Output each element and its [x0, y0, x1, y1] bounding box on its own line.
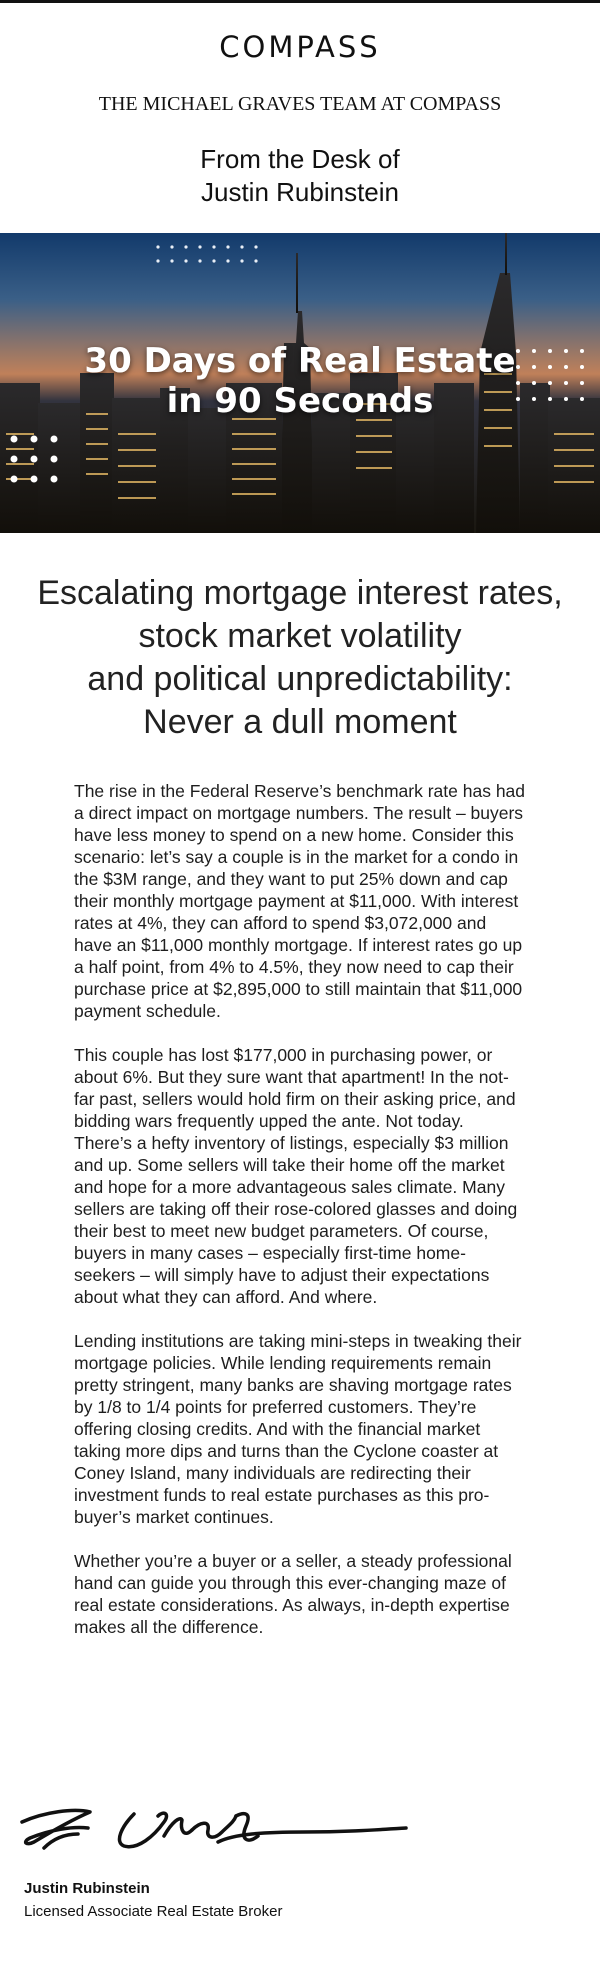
hero-title: [0, 341, 600, 421]
article-body: [74, 780, 526, 1660]
from-desk: [0, 143, 600, 209]
headline-line-4: Never a dull moment: [143, 703, 457, 741]
compass-logo: COMPASS: [219, 30, 381, 64]
team-name: THE MICHAEL GRAVES TEAM AT COMPASS: [98, 93, 502, 115]
top-border: [0, 0, 600, 3]
desk-line-2: Justin Rubinstein: [201, 177, 399, 207]
desk-line-1: From the Desk of: [200, 144, 400, 174]
hero-title-line-1: 30 Days of Real Estate: [84, 341, 516, 381]
headline-line-2: stock market volatility: [138, 617, 462, 655]
article-headline: [10, 572, 590, 744]
signature-name: Justin Rubinstein: [24, 1880, 150, 1897]
paragraph-3: Lending institutions are taking mini-steps in tweaking their mortgage policies. While lending requirements remain pretty stringent, many banks are shaving mortgage rates by 1/8 to 1/4 points for preferred customers. They’re offering closing credits. And with the financial market taking more dips and turns than the Cyclone coaster at Coney Island, many individuals are redirecting their investment funds to real estate purchases as this pro-buyer’s market continues.: [74, 1331, 522, 1527]
headline-line-3: and political unpredictability:: [87, 660, 513, 698]
handwritten-signature: [14, 1786, 414, 1866]
signature-title: Licensed Associate Real Estate Broker: [24, 1903, 283, 1920]
paragraph-1: The rise in the Federal Reserve’s benchmark rate has had a direct impact on mortgage numbers. The result – buyers have less money to spend on a new home. Consider this scenario: let’s say a couple is in the market for a condo in the $3M range, and they want to put 25% down and cap their monthly mortgage payment at $11,000. With interest rates at 4%, they can afford to spend $3,072,000 and have an $11,000 monthly mortgage. If interest rates go up a half point, from 4% to 4.5%, they now need to cap their purchase price at $2,895,000 to still maintain that $11,000 payment schedule.: [74, 781, 526, 1021]
paragraph-4: Whether you’re a buyer or a seller, a steady professional hand can guide you through this ever-changing maze of real estate considerations. As always, in-depth expertise makes all the difference.: [74, 1551, 512, 1637]
hero-title-line-2: in 90 Seconds: [166, 381, 434, 421]
paragraph-2: This couple has lost $177,000 in purchasing power, or about 6%. But they sure want that apartment! In the not-far past, sellers would hold firm on their asking price, and bidding wars frequently upped the ante. Not today. There’s a hefty inventory of listings, especially $3 million and up. Some sellers will take their home off the market and hope for a more advantageous sales climate. Many sellers are taking off their rose-colored glasses and doing their best to meet new budget parameters. Of course, buyers in many cases – especially first-time home-seekers – will simply have to adjust their expectations about what they can afford. And where.: [74, 1045, 518, 1307]
hero-banner: [0, 233, 600, 533]
headline-line-1: Escalating mortgage interest rates,: [37, 574, 563, 612]
